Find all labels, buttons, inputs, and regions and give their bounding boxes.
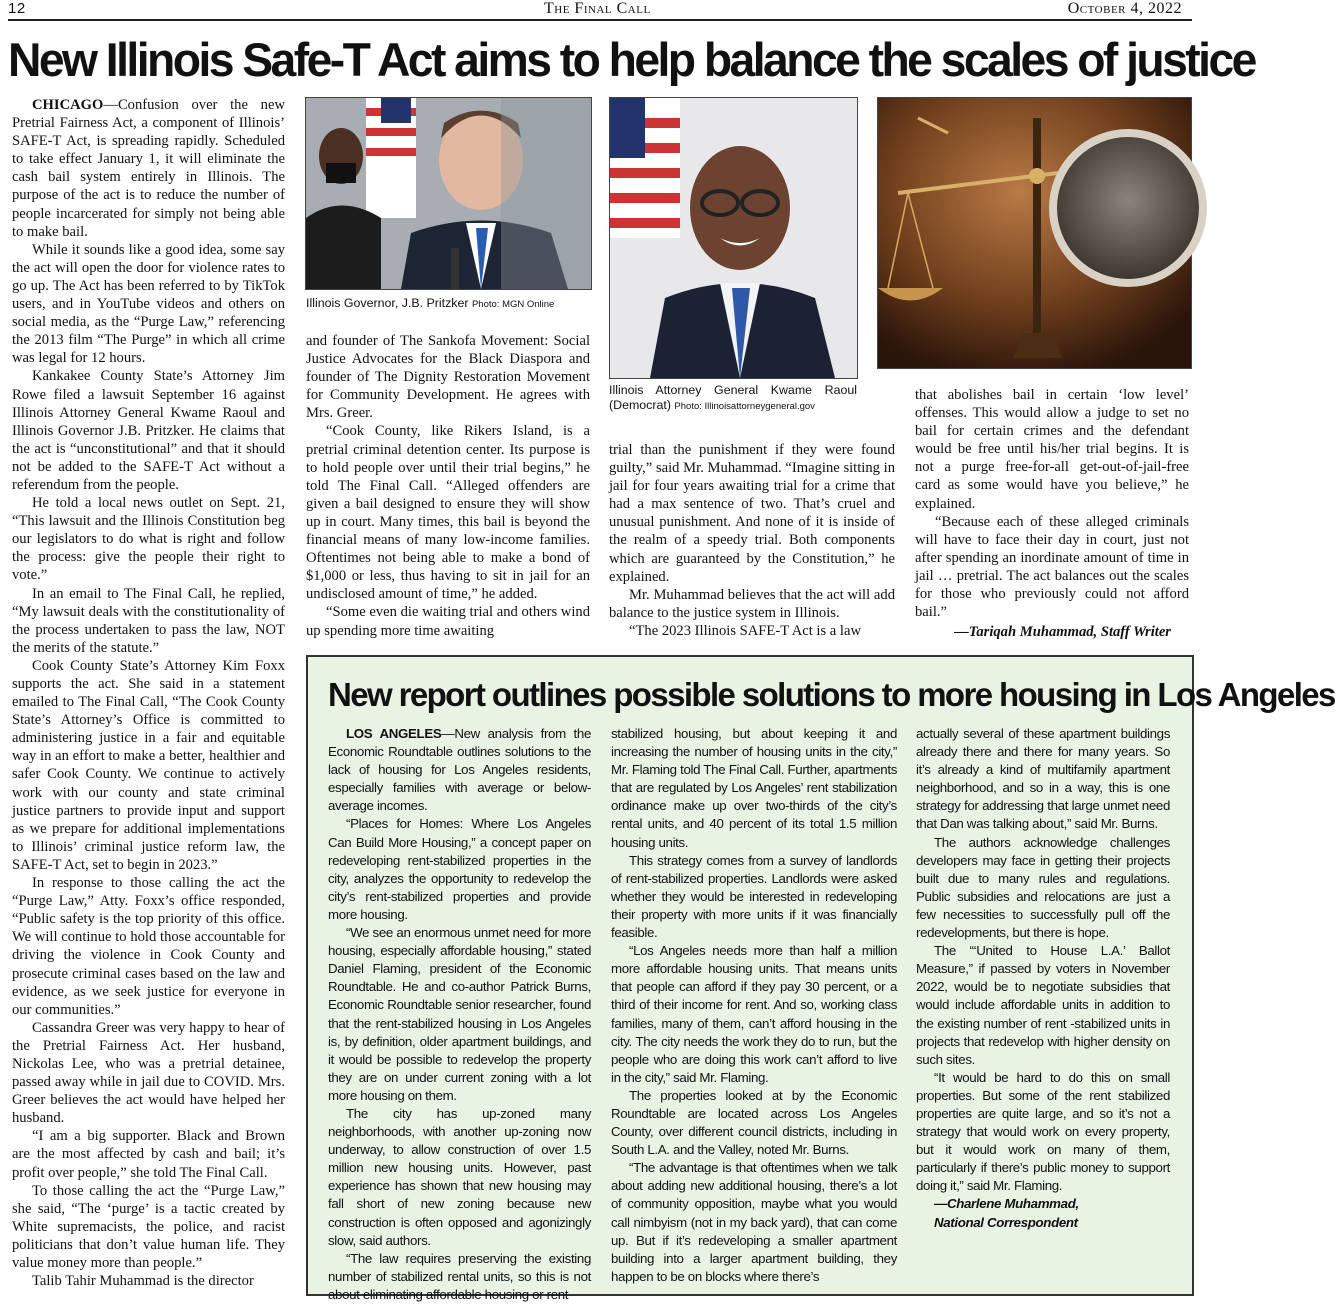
photo-caption-pritzker: Illinois Governor, J.B. Pritzker Photo: MGN Online	[306, 296, 555, 310]
raoul-photo-graphic	[610, 98, 857, 378]
photo-credit: Photo: MGN Online	[471, 299, 555, 310]
paragraph: “The 2023 Illinois SAFE-T Act is a law	[629, 622, 861, 639]
paragraph: Kankakee County State’s Attorney Jim Rowe filed a lawsuit September 16 against Illinois Attorney General Kwame Raoul and Illinois Governor J.B. Pritzker. He claims that the act is “unconstitutional” and that it should not be added to the SAFE-T Act without a referendum from the people.	[12, 368, 285, 493]
paragraph: trial than the punishment if they were found guilty,” said Mr. Muhammad. “Imagine sitting in jail for four years awaiting trial for a crime that had a max sentence of two. That’s cruel and unusual punishment. And none of it is inside of the realm of a speedy trial. Both components which are guaranteed by the Constitution,” he explained.	[609, 442, 895, 585]
publication-name: The Final Call	[544, 0, 651, 17]
issue-date: October 4, 2022	[1067, 0, 1182, 17]
paragraph: While it sounds like a good idea, some say the act will open the door for violence rates to go up. The Act has been referred to by TikTok users, and in YouTube videos and others on social media, as the “Purge Law,” referencing the 2013 film “The Purge” in which all crime was legal for 12 hours.	[12, 241, 285, 367]
byline-title: National Correspondent	[934, 1214, 1078, 1230]
photo-credit: Photo: Illinoisattorneygeneral.gov	[674, 401, 815, 412]
paragraph: “It would be hard to do this on small properties. But some of the rent stabilized properties are quite large, and so it’s not a strategy that would work on every property, but it would work on many of them, particularly if there’s public money to support doing it,” said Mr. Flaming.	[916, 1069, 1170, 1194]
paragraph: This strategy comes from a survey of landlords of rent-stabilized properties. Landlords were asked whether they would be interested in redeveloping their property with more units if it was financially feasible.	[611, 852, 897, 941]
dateline: LOS ANGELES	[346, 726, 442, 741]
paragraph: The authors acknowledge challenges developers may face in getting their projects built due to many rules and regulations. Public subsidies and relocations are just a few necessities to successfully pull off the redevelopments, but there is hope.	[916, 834, 1170, 941]
housing-column-3	[916, 725, 1170, 1232]
photo-pritzker	[305, 97, 592, 290]
paragraph: Talib Tahir Muhammad is the director	[32, 1273, 254, 1290]
housing-column-1	[328, 725, 591, 1304]
pritzker-photo-graphic	[306, 98, 591, 289]
article-headline: New Illinois Safe-T Act aims to help balance the scales of justice	[8, 33, 1255, 86]
paragraph: To those calling the act the “Purge Law,” she said, “The ‘purge’ is a tactic created by White supremacists, the police, and racist politicians that don’t value human life. They value money more than people.”	[12, 1182, 285, 1271]
page-number: 12	[8, 0, 26, 17]
photo-scales-of-justice	[877, 97, 1192, 369]
paragraph: “Because each of these alleged criminals will have to face their day in court, just not after spending an inordinate amount of time in jail … pretrial. The act balances out the scales for those who previously could not afford bail.”	[915, 513, 1189, 621]
paragraph: actually several of these apartment buildings already there and there for many years. So it’s already a kind of multifamily apartment neighborhood, and so in a way, this is one strategy for addressing that large unmet need that Dan was talking about,” said Mr. Burns.	[916, 726, 1170, 832]
paragraph: “Los Angeles needs more than half a million more affordable housing units. That means units that people can afford if they pay 30 percent, or a third of their income for rent. And so, working class families, many of them, can’t afford housing in the city. The city needs the work they do to run, but the people who are doing this work can’t afford to live in the city,” said Mr. Flaming.	[611, 943, 897, 1085]
paragraph: LOS ANGELES—New analysis from the Economic Roundtable outlines solutions to the lack of housing for Los Angeles residents, especially families with average or below-average incomes.	[328, 726, 591, 814]
paragraph: The “‘United to House L.A.’ Ballot Measure,” if passed by voters in November 2022, would be to negotiate subsidies that would include affordable units in addition to the existing number of rent -stabilized units in projects that redevelop with higher density on such sites.	[916, 943, 1170, 1067]
paragraph: The city has up-zoned many neighborhoods, with another up-zoning now underway, to allow construction of over 1.5 million new housing units. However, past experience has shown that new housing may fall short of new zoning because new construction is often opposed and agonizingly slow, said authors.	[328, 1105, 591, 1248]
paragraph: Mr. Muhammad believes that the act will add balance to the justice system in Illinois.	[609, 586, 895, 621]
paragraph: “Places for Homes: Where Los Angeles Can Build More Housing,” a concept paper on redeveloping rent-stabilized properties in the city, analyzes the opportunity to redevelop the city’s rent-stabilized properties and provide more housing.	[328, 816, 591, 922]
header-rule	[8, 19, 1192, 21]
paragraph: Cook County State’s Attorney Kim Foxx supports the act. She said in a statement emailed to The Final Call, “The Cook County State’s Attorney’s Office is committed to administering justice in a fair and equitable way in an effort to make a better, healthier and safer Cook County. We continue to actively work with our county and state criminal justice partners to provide input and support as we prepare for additional implementations to Illinois’ criminal justice reform law, the SAFE-T Act, set to begin in 2023.”	[12, 657, 285, 873]
paragraph: The properties looked at by the Economic Roundtable are located across Los Angeles County, over different council districts, including in South L.A. and the Valley, noted Mr. Burns.	[611, 1087, 897, 1158]
article1-column-4	[915, 386, 1189, 641]
paragraph: and founder of The Sankofa Movement: Social Justice Advocates for the Black Diaspora and founder of The Dignity Restoration Movement for Community Development. He agrees with Mrs. Greer.	[306, 333, 590, 422]
paragraph: that abolishes bail in certain ‘low level’ offenses. This would allow a judge to set no bail for certain crimes and the defendant would be free until his/her trial begins. It is not a purge free-for-all get-out-of-jail-free card as some would have you believe,” he explained.	[915, 387, 1189, 512]
paragraph: In response to those calling the act the “Purge Law,” Atty. Foxx’s office responded, “Public safety is the top priority of this office. We will continue to hold those accountable for driving the violence in Cook County and prosecute criminal cases based on the law and evidence, as we seek justice for everyone in our communities.”	[12, 875, 285, 1018]
article1-column-1	[12, 96, 285, 1290]
article1-column-2	[306, 332, 590, 640]
housing-column-2	[611, 725, 897, 1286]
photo-caption-raoul: Illinois Attorney General Kwame Raoul (Democrat) Photo: Illinoisattorneygeneral.gov	[609, 383, 857, 412]
paragraph: “The law requires preserving the existing number of stabilized rental units, so this is not about eliminating affordable housing or rent	[328, 1250, 591, 1302]
paragraph: “Some even die waiting trial and others wind up spending more time awaiting	[306, 604, 590, 639]
housing-article-box	[306, 655, 1335, 1302]
paragraph: “Cook County, like Rikers Island, is a pretrial criminal detention center. Its purpose is to hold people over until their trial begins,” he told The Final Call. “Alleged offenders are given a bail designed to ensure they will show up in court. Many times, this bail is beyond the financial means of many low-income families. Oftentimes not being able to make a bond of $1,000 or less, thus having to sit in jail for an undisclosed amount of time,” he added.	[306, 423, 590, 603]
paragraph: CHICAGO—Confusion over the new Pretrial Fairness Act, a component of Illinois’ SAFE-T Act, is spreading rapidly. Scheduled to take effect January 1, it will eliminate the cash bail system entirely in Illinois. The purpose of the act is to reduce the number of people incarcerated for simply not being able to make bail.	[12, 97, 285, 240]
paragraph: He told a local news outlet on Sept. 21, “This lawsuit and the Illinois Constitution beg our legislators to do what is right and follow the process: give the people their right to vote.”	[12, 495, 285, 584]
paragraph: “I am a big supporter. Black and Brown are the most affected by cash and bail; it’s profit over people,” she told The Final Call.	[12, 1128, 285, 1181]
article1-column-3	[609, 441, 895, 640]
paragraph: Cassandra Greer was very happy to hear of the Pretrial Fairness Act. Her husband, Nickolas Lee, who was a pretrial detainee, passed away while in jail due to COVID. Mrs. Greer believes the act would have helped her husband.	[12, 1019, 285, 1127]
byline: —Tariqah Muhammad, Staff Writer	[954, 624, 1171, 641]
paragraph: stabilized housing, but about keeping it and increasing the number of housing units in the city,” Mr. Flaming told The Final Call. Further, apartments that are regulated by Los Angeles’ rent stabilization ordinance make up over two-thirds of the city’s rental units, and 40 percent of its total 1.5 million housing units.	[611, 726, 897, 850]
housing-headline: New report outlines possible solutions to more housing in Los Angeles	[328, 676, 1335, 713]
paragraph: “We see an enormous unmet need for more housing, especially affordable housing,” stated Daniel Flaming, president of the Economic Roundtable. He and co-author Patrick Burns, Economic Roundtable senior researcher, found that the rent-stabilized housing in Los Angeles is, by definition, older apartment buildings, and it would be possible to redevelop the property they are on under current zoning with a lot more housing on them.	[328, 925, 591, 1103]
paragraph: In an email to The Final Call, he replied, “My lawsuit deals with the constitutionality of the process undertaken to pass the law, NOT the merits of the statute.”	[12, 585, 285, 656]
dateline: CHICAGO	[32, 97, 104, 113]
paragraph: “The advantage is that oftentimes when we talk about adding new additional housing, there’s a lot of community opposition, maybe what you would call nimbyism (not in my back yard), that can come up. But if it’s redeveloping a smaller apartment building into a larger apartment building, they happen to be on blocks where there’s	[611, 1160, 897, 1284]
scales-photo-graphic	[878, 98, 1191, 368]
page-folio	[0, 0, 1200, 20]
byline: —Charlene Muhammad,	[934, 1196, 1079, 1212]
photo-raoul	[609, 97, 858, 379]
